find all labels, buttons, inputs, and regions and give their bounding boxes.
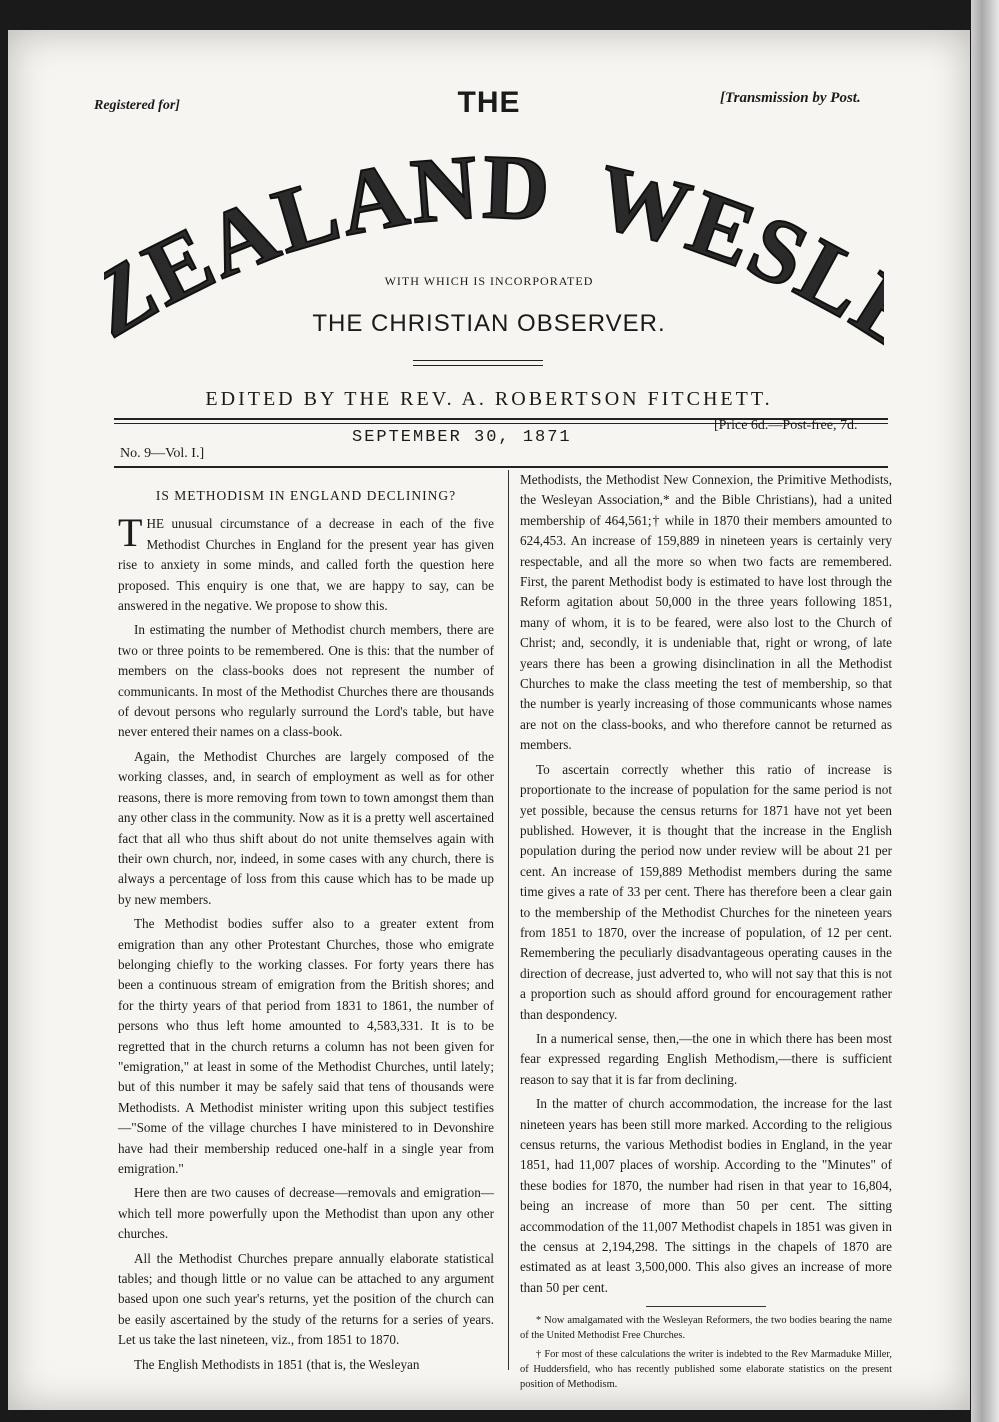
right-column xyxy=(520,470,892,1396)
column-divider xyxy=(508,470,509,1370)
footnote: † For most of these calculations the writer is indebted to the Rev Marmaduke Miller, of Huddersfield, who has recently published some elaborate statistics on the present position of Methodism. xyxy=(520,1349,892,1391)
incorporated-line: WITH WHICH IS INCORPORATED xyxy=(384,274,594,288)
subheader-rule xyxy=(114,466,888,468)
paragraph-text: HE unusual circumstance of a decrease in each of the five Methodist Churches in England for the present year has given rise to anxiety in some minds, and called forth the question here proposed. This enquiry is one that, we are happy to say, can be answered in the negative. We propose to show this. xyxy=(118,516,494,614)
paragraph: In the matter of church accommodation, the increase for the last nineteen years has been still more marked. According to the religious census returns, the various Methodist bodies in England, in the year 1851, had 11,007 places of worship. According to the "Minutes" of these bodies for 1870, the number had risen in that year to 16,804, being an increase of more than 50 per cent. The sitting accommodation of the 11,007 Methodist chapels in 1851 was given in the census at 2,194,298. The sittings in the chapels of 1870 are estimated as at least 3,500,000. This also gives an increase of more than 50 per cent. xyxy=(520,1096,892,1295)
issue-number: No. 9—Vol. I.] xyxy=(120,446,205,461)
paragraph: In a numerical sense, then,—the one in which there has been most fear expressed regarding English Methodism,—there is sufficient reason to say that it is far from declining. xyxy=(520,1030,892,1087)
paragraph: To ascertain correctly whether this ratio of increase is proportionate to the increase of population for the same period is not yet possible, because the census returns for 1871 have not yet been published. However, it is thought that the increase in the English population during the period now under review will be about 21 per cent. An increase of 159,889 Methodist members during the same time gives a rate of 33 per cent. There has therefore been a clear gain to the membership of the Methodist Churches for the nineteen years from 1851 to 1870, over the increase of population, of 12 per cent. Remembering the peculiarly disadvantageous operating causes in the direction of decrease, just adverted to, who will not say that this is not a proportion such as should afford ground for encouragement rather than despondency. xyxy=(520,761,892,1022)
masthead-line-2: WESL xyxy=(586,144,884,339)
paragraph: The Methodist bodies suffer also to a greater extent from emigration than any other Protestant Churches, those who emigrate belonging chiefly to the working classes. For forty years there has been a continuous stream of emigration from the British shores; and for the thirty years of that period from 1831 to 1861, the number of persons who thus left home amounted to 4,583,331. It is to be regretted that in the church returns a column has not been given for "emigration," at least in some of the Methodist Churches, until lately; but of this number it may be safely said that tens of thousands were Methodists. A Methodist minister writing upon this subject testifies—"Some of the village churches I have ministered to in Devonshire have had their membership reduced one-half in a single year from emigration." xyxy=(118,916,494,1176)
paragraph: All the Methodist Churches prepare annually elaborate statistical tables; and though little or no value can be attached to any argument based upon one such year's returns, yet the position of the church can be easily ascertained by the study of the returns for a series of years. Let us take the last nineteen, viz., from 1851 to 1870. xyxy=(118,1250,494,1348)
footnote: * Now amalgamated with the Wesleyan Reformers, the two bodies bearing the name of the United Methodist Free Churches. xyxy=(520,1315,892,1342)
newspaper-page xyxy=(8,30,970,1410)
transmission-note: [Transmission by Post. xyxy=(720,90,861,106)
price: [Price 6d.—Post-free, 7d. xyxy=(714,418,858,433)
footnote-rule xyxy=(646,1306,766,1307)
paragraph: Here then are two causes of decrease—removals and emigration—which tell more powerfully upon the Methodist than upon any other churches. xyxy=(118,1185,494,1242)
paragraph xyxy=(118,510,494,616)
paragraph: Again, the Methodist Churches are largely composed of the working classes, and, in search of employment as well as for other reasons, there is more removing from town to town amongst them than any other class in the community. Now as it is a pretty well ascertained fact that all who thus shift about do not unite themselves again with their own church, nor, indeed, in some cases with any church, there is always a percentage of loss from this cause which has to be made up by new members. xyxy=(118,748,494,907)
paragraph: Methodists, the Methodist New Connexion, the Primitive Methodists, the Wesleyan Association,* and the Bible Christians), had a united membership of 464,561;† while in 1870 their members amounted to 624,453. An increase of 159,889 in nineteen years is certainly very respectable, and all the more so when two facts are remembered. First, the parent Methodist body is estimated to have lost through the Reform agitation about 50,000 in the three years following 1851, many of whom, it is to be feared, were also lost to the Church of Christ; and, secondly, it is undeniable that, right or wrong, of late years there has been a growing disinclination in all the Methodist Churches to make the class meeting the test of membership, so that the number is yearly increasing of those communicants whose names are not on the class-books, and who therefore cannot be returned as members. xyxy=(520,472,892,753)
registered-note: Registered for] xyxy=(94,98,180,113)
editor-line: EDITED BY THE REV. A. ROBERTSON FITCHETT. xyxy=(205,388,773,410)
drop-cap: T xyxy=(118,510,143,556)
left-column xyxy=(118,482,494,1379)
article-heading: IS METHODISM IN ENGLAND DECLINING? xyxy=(155,488,457,503)
christian-observer: THE CHRISTIAN OBSERVER. xyxy=(312,310,666,337)
paragraph: The English Methodists in 1851 (that is, the Wesleyan xyxy=(134,1356,420,1372)
masthead-line-1: EALAND xyxy=(128,138,554,326)
paragraph: In estimating the number of Methodist church members, there are two or three points to be remembered. One is this: that the number of members on the class-books does not represent the number of communicants. In most of the Methodist Churches there are thousands of devout persons who regularly surround the Lord's table, but have never entered their names on a class-book. xyxy=(118,622,494,740)
double-rule xyxy=(413,360,543,366)
masthead-the: THE xyxy=(457,86,521,119)
issue-date: SEPTEMBER 30, 1871 xyxy=(352,428,572,447)
page-edge xyxy=(971,0,999,1422)
